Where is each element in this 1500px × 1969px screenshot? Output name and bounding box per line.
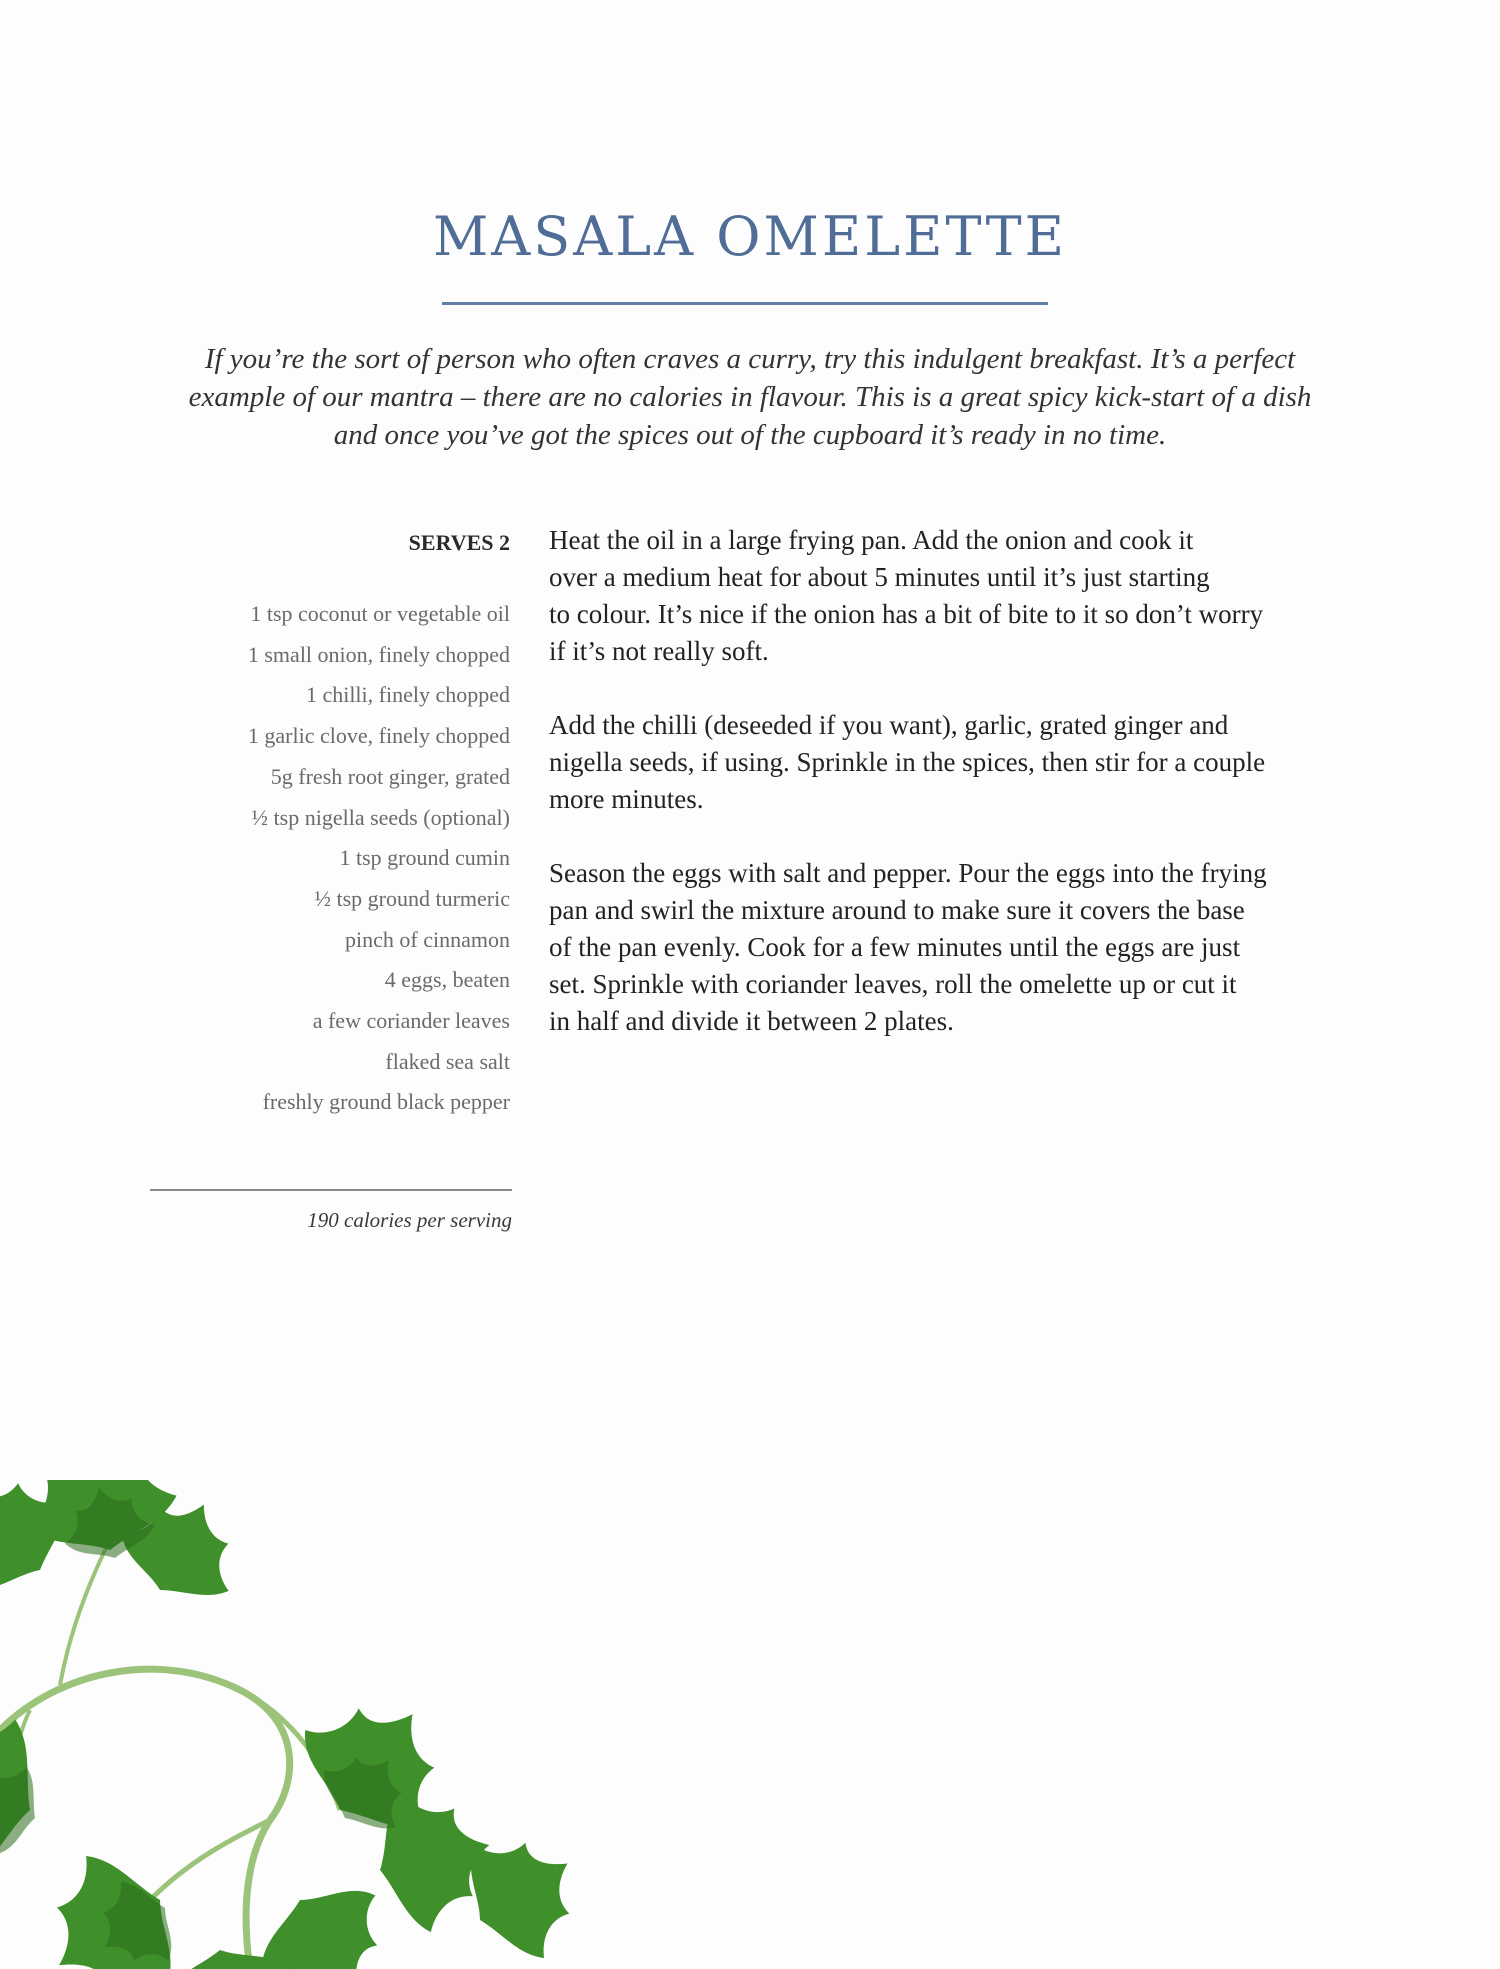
- ingredient-item: a few coriander leaves: [312, 1008, 510, 1034]
- intro-line: If you’re the sort of person who often craves a curry, try this indulgent breakfast. It’s a perfect: [204, 343, 1296, 375]
- coriander-sprig-icon: [0, 1480, 640, 1969]
- ingredient-item: 1 small onion, finely chopped: [247, 641, 510, 667]
- intro-line: and once you’ve got the spices out of the cupboard it’s ready in no time.: [333, 419, 1167, 451]
- method-line: if it’s not really soft.: [549, 636, 769, 666]
- method-line: Heat the oil in a large frying pan. Add the onion and cook it: [549, 525, 1194, 555]
- method-line: of the pan evenly. Cook for a few minutes until the eggs are just: [549, 932, 1241, 962]
- ingredient-item: pinch of cinnamon: [345, 926, 510, 952]
- ingredient-item: 5g fresh root ginger, grated: [270, 763, 510, 789]
- ingredient-item: ½ tsp ground turmeric: [314, 885, 510, 911]
- intro-line: example of our mantra – there are no calories in flavour. This is a great spicy kick-start of a dish: [188, 381, 1312, 413]
- method-line: set. Sprinkle with coriander leaves, roll the omelette up or cut it: [549, 969, 1237, 999]
- ingredient-item: 1 tsp coconut or vegetable oil: [250, 601, 510, 626]
- ingredient-item: 1 tsp ground cumin: [339, 845, 510, 871]
- method-line: to colour. It’s nice if the onion has a bit of bite to it so don’t worry: [549, 599, 1264, 629]
- ingredient-item: freshly ground black pepper: [262, 1089, 510, 1115]
- ingredient-item: flaked sea salt: [385, 1048, 510, 1074]
- method-line: Season the eggs with salt and pepper. Pour the eggs into the frying: [549, 858, 1267, 888]
- ingredient-item: ½ tsp nigella seeds (optional): [251, 804, 510, 830]
- ingredient-item: 1 garlic clove, finely chopped: [247, 723, 510, 749]
- title-divider: [442, 302, 1048, 305]
- method-step-1: [549, 522, 1349, 670]
- method-steps: [549, 522, 1349, 1077]
- ingredient-list: [150, 594, 510, 1123]
- method-line: pan and swirl the mixture around to make sure it covers the base: [549, 895, 1245, 925]
- ingredient-item: 1 chilli, finely chopped: [305, 682, 510, 708]
- method-step-2: [549, 707, 1349, 818]
- method-line: Add the chilli (deseeded if you want), garlic, grated ginger and: [549, 710, 1229, 740]
- page-title: MASALA OMELETTE: [432, 205, 1068, 268]
- method-step-3: [549, 855, 1349, 1040]
- calories-divider: [150, 1189, 512, 1191]
- serves-label: SERVES 2: [408, 530, 510, 555]
- method-line: over a medium heat for about 5 minutes until it’s just starting: [549, 562, 1210, 592]
- ingredient-item: 4 eggs, beaten: [384, 967, 510, 993]
- calories-note: 190 calories per serving: [307, 1208, 512, 1232]
- method-line: nigella seeds, if using. Sprinkle in the spices, then stir for a couple: [549, 747, 1266, 777]
- method-line: in half and divide it between 2 plates.: [549, 1006, 954, 1036]
- intro-paragraph: [120, 340, 1380, 454]
- method-line: more minutes.: [549, 784, 704, 814]
